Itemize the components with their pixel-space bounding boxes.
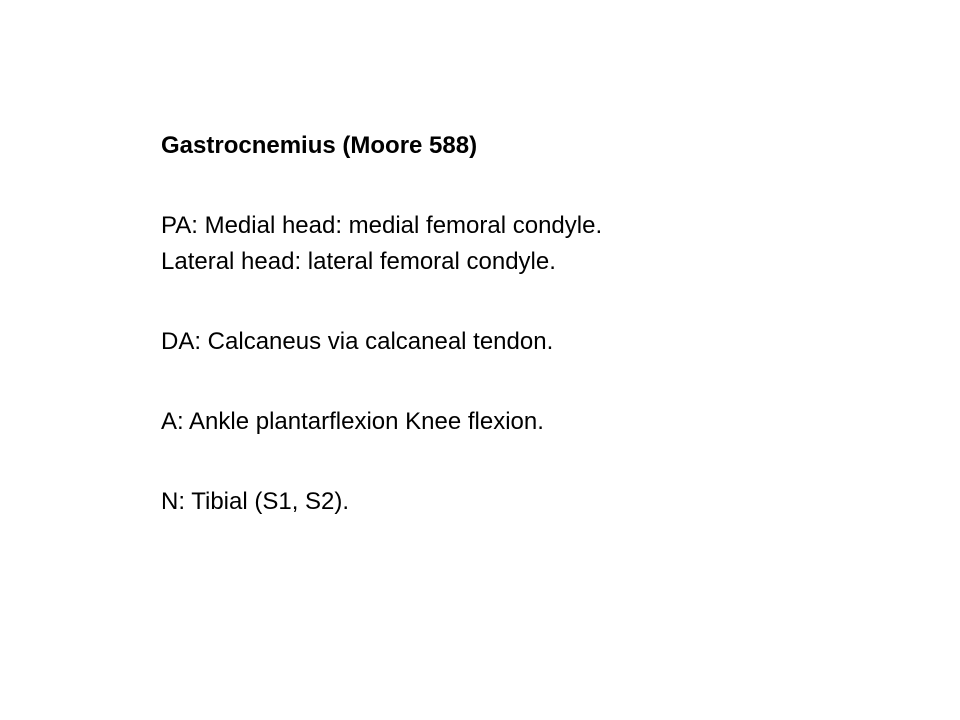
spacer [161,164,921,208]
nerve-text: N: Tibial (S1, S2). [161,488,350,515]
spacer [161,440,921,484]
slide-title: Gastrocnemius (Moore 588) [161,132,478,159]
slide-content [161,128,921,520]
action-text: A: Ankle plantarflexion Knee flexion. [161,408,544,435]
proximal-attachment-medial: PA: Medial head: medial femoral condyle. [161,212,603,239]
spacer [161,360,921,404]
spacer [161,280,921,324]
proximal-attachment-lateral: Lateral head: lateral femoral condyle. [161,248,556,275]
distal-attachment: DA: Calcaneus via calcaneal tendon. [161,328,554,355]
